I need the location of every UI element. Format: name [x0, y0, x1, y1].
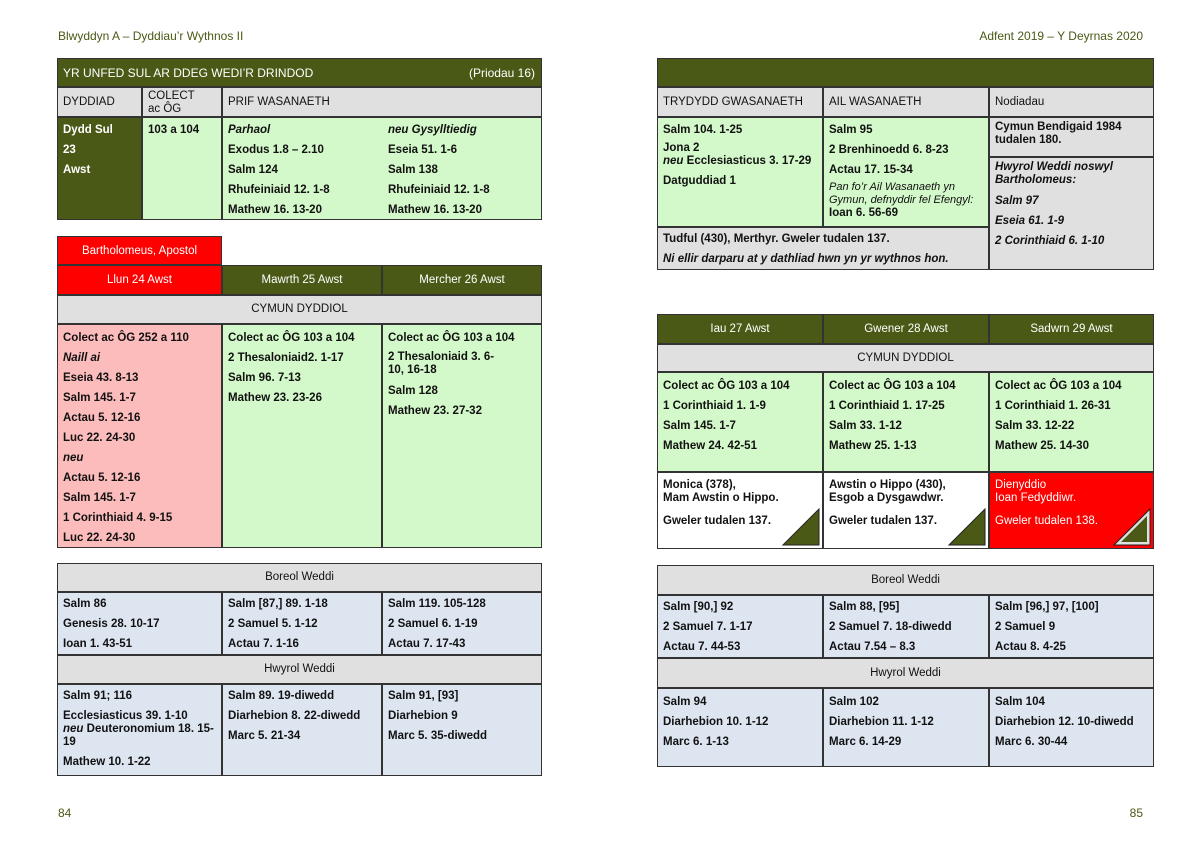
continuous-reading: Mathew 16. 13-20 [228, 204, 322, 216]
fri-readings [823, 372, 989, 472]
col-header-collect [142, 87, 222, 117]
reading: Mathew 25. 1-13 [829, 440, 917, 452]
commem-ref: Gweler tudalen 138. [995, 515, 1098, 527]
note: Cymun Bendigaid 1984 tudalen 180. [995, 121, 1122, 146]
day-header-tue: Mawrth 25 Awst [222, 265, 382, 295]
either-label: Naill ai [63, 352, 101, 364]
page-number-left: 84 [58, 806, 72, 820]
col-header-day: DYDDIAD [57, 87, 142, 117]
ep-thu [657, 688, 823, 767]
commemoration-augustine [823, 472, 989, 549]
ep-sat [989, 688, 1154, 767]
reading: Actau 5. 12-16 [63, 472, 141, 484]
reading: Salm 91; 116 [63, 690, 133, 702]
mp-sat [989, 595, 1154, 658]
commem-name: Monica (378), [663, 479, 736, 491]
commemoration-beheading-john [989, 472, 1154, 549]
mp-tue [222, 592, 382, 655]
reading: Salm 33. 1-12 [829, 420, 902, 432]
evening-prayer-heading: Hwyrol Weddi [57, 655, 542, 684]
sunday-title-bar-continued [657, 58, 1154, 87]
reading: Luc 22. 24-30 [63, 432, 136, 444]
sunday-title-bar [57, 58, 542, 87]
sunday-main-readings [222, 117, 542, 220]
day-header-fri: Gwener 28 Awst [823, 314, 989, 344]
continuous-heading: Parhaol [228, 124, 271, 136]
commem-ref: Gweler tudalen 137. [663, 515, 772, 527]
reading: Marc 6. 1-13 [663, 736, 729, 748]
reading: Mathew 10. 1-22 [63, 756, 151, 768]
col-header-collect-2: ac ÔG [148, 103, 182, 115]
reading: Actau 17. 15-34 [829, 164, 913, 176]
reading: Salm 95 [829, 124, 873, 136]
collect: Colect ac ÔG 103 a 104 [663, 380, 790, 392]
mp-wed [382, 592, 542, 655]
commem-desc: Ioan Fedyddiwr. [995, 492, 1077, 504]
morning-prayer-heading-right: Boreol Weddi [657, 565, 1154, 595]
commemoration-tudful [657, 227, 989, 270]
reading: Salm 91, [93] [388, 690, 459, 702]
reading: Salm 119. 105-128 [388, 598, 486, 610]
reading: 2 Samuel 5. 1-12 [228, 618, 318, 630]
reading: Salm 86 [63, 598, 107, 610]
third-service-readings [657, 117, 823, 227]
reading: 2 Samuel 7. 18-diwedd [829, 621, 952, 633]
reading: Genesis 28. 10-17 [63, 618, 160, 630]
reading: Salm 104 [995, 696, 1045, 708]
continuous-reading: Exodus 1.8 – 2.10 [228, 144, 324, 156]
reading: Ioan 1. 43-51 [63, 638, 133, 650]
reading: Mathew 25. 14-30 [995, 440, 1089, 452]
col-header-notes: Nodiadau [989, 87, 1154, 117]
reading: 1 Corinthiaid 1. 26-31 [995, 400, 1111, 412]
mon-readings [57, 324, 222, 548]
evening-prayer-heading-right: Hwyrol Weddi [657, 658, 1154, 688]
ep-tue [222, 684, 382, 776]
reading: Salm [96,] 97, [100] [995, 601, 1099, 613]
reading: Salm 145. 1-7 [63, 392, 136, 404]
reading: Salm 102 [829, 696, 879, 708]
reading: Marc 6. 30-44 [995, 736, 1068, 748]
reading: Actau 7.54 – 8.3 [829, 641, 916, 653]
or-label: neu [63, 723, 84, 735]
sunday-proper: (Priodau 16) [468, 66, 535, 80]
continuous-reading: Salm 124 [228, 164, 278, 176]
reading: Mathew 23. 27-32 [388, 405, 482, 417]
reading: 2 Brenhinoedd 6. 8-23 [829, 144, 949, 156]
sunday-day-num: 23 [63, 144, 76, 156]
col-header-third: TRYDYDD GWASANAETH [657, 87, 823, 117]
mp-thu [657, 595, 823, 658]
reading: Salm 96. 7-13 [228, 372, 301, 384]
collect: Colect ac ÔG 103 a 104 [829, 380, 956, 392]
reading: Ioan 6. 56-69 [829, 207, 899, 219]
reading: 2 Samuel 9 [995, 621, 1056, 633]
reading: 2 Samuel 7. 1-17 [663, 621, 753, 633]
reading: 2 Thesaloniaid 3. 6-10, 16-18 [388, 351, 495, 376]
col-header-main: PRIF WASANAETH [222, 87, 542, 117]
lesser-festival-triangle-icon [782, 508, 820, 546]
sunday-collect-value: 103 a 104 [148, 124, 200, 136]
col-header-second: AIL WASANAETH [823, 87, 989, 117]
sunday-day-name: Dydd Sul [63, 124, 113, 136]
reading: Actau 7. 1-16 [228, 638, 299, 650]
ep-mon [57, 684, 222, 776]
reading: Diarhebion 11. 1-12 [829, 716, 934, 728]
tue-readings [222, 324, 382, 548]
mp-mon [57, 592, 222, 655]
header-left: Blwyddyn A – Dyddiau’r Wythnos II [58, 29, 244, 43]
sat-readings [989, 372, 1154, 472]
reading: Salm 33. 12-22 [995, 420, 1075, 432]
commemoration: Tudful (430), Merthyr. Gweler tudalen 137. [663, 233, 890, 245]
ep-wed [382, 684, 542, 776]
ep-fri [823, 688, 989, 767]
reading: Salm 97 [995, 195, 1039, 207]
related-reading: Eseia 51. 1-6 [388, 144, 458, 156]
reading: Actau 8. 4-25 [995, 641, 1066, 653]
reading: Mathew 24. 42-51 [663, 440, 757, 452]
reading: Salm 145. 1-7 [63, 492, 136, 504]
page-number-right: 85 [1129, 806, 1143, 820]
reading: Deuteronomium 18. 15-19 [63, 723, 214, 748]
feast-bartholomew: Bartholomeus, Apostol [57, 236, 222, 265]
col-header-collect-1: COLECT [148, 90, 195, 102]
reading: Salm 89. 19-diwedd [228, 690, 335, 702]
commem-desc: Mam Awstin o Hippo. [663, 492, 779, 504]
note-heading: Hwyrol Weddi noswyl Bartholomeus: [995, 161, 1113, 186]
sunday-collect [142, 117, 222, 220]
reading: Diarhebion 9 [388, 710, 458, 722]
notes-communion [989, 117, 1154, 157]
continuous-reading: Rhufeiniaid 12. 1-8 [228, 184, 330, 196]
reading: Marc 6. 14-29 [829, 736, 902, 748]
reading: Jona 2 [663, 142, 700, 154]
reading: Salm 104. 1-25 [663, 124, 743, 136]
reading: Salm 145. 1-7 [663, 420, 736, 432]
lesser-festival-triangle-icon [948, 508, 986, 546]
sunday-month: Awst [63, 164, 91, 176]
collect: Colect ac ÔG 103 a 104 [995, 380, 1122, 392]
reading: Datguddiad 1 [663, 175, 736, 187]
reading: Eseia 61. 1-9 [995, 215, 1065, 227]
header-right: Adfent 2019 – Y Deyrnas 2020 [979, 29, 1143, 43]
commem-desc: Esgob a Dysgawdwr. [829, 492, 944, 504]
collect: Colect ac ÔG 103 a 104 [228, 332, 355, 344]
second-service-note: Pan fo’r Ail Wasanaeth yn Gymun, defnyddir fel Efengyl: [829, 181, 974, 206]
collect: Colect ac ÔG 252 a 110 [63, 332, 189, 344]
daily-eucharist-heading: CYMUN DYDDIOL [57, 295, 542, 324]
daily-eucharist-heading-right: CYMUN DYDDIOL [657, 344, 1154, 372]
reading: Actau 7. 17-43 [388, 638, 466, 650]
commemoration-note: Ni ellir darparu at y dathliad hwn yn yr wythnos hon. [663, 253, 949, 265]
day-header-wed: Mercher 26 Awst [382, 265, 542, 295]
commem-name: Dienyddio [995, 479, 1047, 491]
reading: Salm 88, [95] [829, 601, 900, 613]
reading: Diarhebion 8. 22-diwedd [228, 710, 361, 722]
notes-eve [989, 157, 1154, 270]
reading: 1 Corinthiaid 1. 17-25 [829, 400, 945, 412]
reading: Diarhebion 12. 10-diwedd [995, 716, 1134, 728]
reading: Marc 5. 35-diwedd [388, 730, 488, 742]
morning-prayer-heading: Boreol Weddi [57, 563, 542, 592]
reading: Salm [87,] 89. 1-18 [228, 598, 328, 610]
reading: 1 Corinthiaid 1. 1-9 [663, 400, 766, 412]
reading: Diarhebion 10. 1-12 [663, 716, 769, 728]
reading: 2 Thesaloniaid2. 1-17 [228, 352, 344, 364]
reading: Salm [90,] 92 [663, 601, 734, 613]
day-header-mon: Llun 24 Awst [57, 265, 222, 295]
related-reading: Mathew 16. 13-20 [388, 204, 482, 216]
collect: Colect ac ÔG 103 a 104 [388, 332, 515, 344]
sunday-title: YR UNFED SUL AR DDEG WEDI’R DRINDOD [63, 66, 314, 80]
second-service-readings [823, 117, 989, 227]
commem-name: Awstin o Hippo (430), [829, 479, 946, 491]
reading: Ecclesiasticus 3. 17-29 [686, 155, 812, 167]
reading: Actau 5. 12-16 [63, 412, 141, 424]
wed-readings [382, 324, 542, 548]
related-reading: Salm 138 [388, 164, 438, 176]
reading: Ecclesiasticus 39. 1-10 [63, 710, 188, 722]
reading: Luc 22. 24-30 [63, 532, 136, 544]
reading: 1 Corinthiaid 4. 9-15 [63, 512, 173, 524]
related-heading: neu Gysylltiedig [388, 124, 477, 136]
related-reading: Rhufeiniaid 12. 1-8 [388, 184, 490, 196]
commem-ref: Gweler tudalen 137. [829, 515, 938, 527]
reading: Salm 128 [388, 385, 438, 397]
reading: Mathew 23. 23-26 [228, 392, 322, 404]
reading: Marc 5. 21-34 [228, 730, 301, 742]
sunday-date [57, 117, 142, 220]
mp-fri [823, 595, 989, 658]
reading: Eseia 43. 8-13 [63, 372, 139, 384]
or-label: neu [663, 155, 684, 167]
reading: 2 Samuel 6. 1-19 [388, 618, 478, 630]
reading: Actau 7. 44-53 [663, 641, 741, 653]
festival-triangle-icon [1113, 508, 1151, 546]
day-header-sat: Sadwrn 29 Awst [989, 314, 1154, 344]
reading: 2 Corinthiaid 6. 1-10 [995, 235, 1105, 247]
commemoration-monica [657, 472, 823, 549]
day-header-thu: Iau 27 Awst [657, 314, 823, 344]
thu-readings [657, 372, 823, 472]
reading: Salm 94 [663, 696, 707, 708]
or-label: neu [63, 452, 84, 464]
